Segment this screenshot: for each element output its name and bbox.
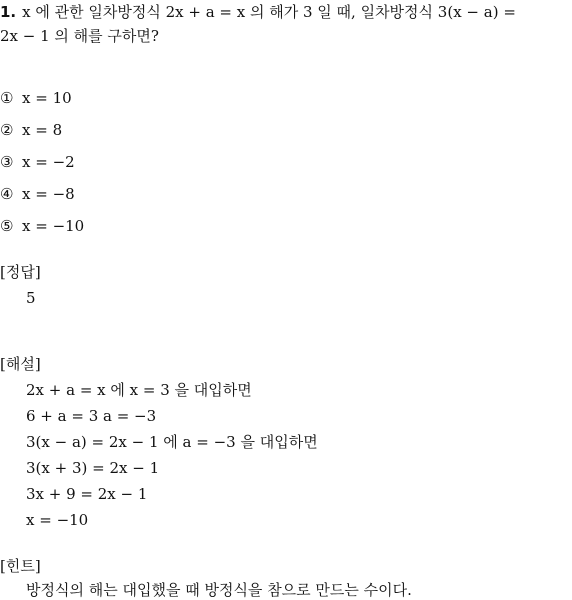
option-text: x = 8 (22, 121, 63, 139)
option-mark: ② (0, 121, 14, 139)
question-line-2: 2x − 1 의 해를 구하면? (0, 27, 159, 45)
explanation-line: 6 + a = 3 a = −3 (26, 407, 157, 425)
explanation-line: 3(x − a) = 2x − 1 에 a = −3 을 대입하면 (26, 433, 318, 451)
option-mark: ① (0, 89, 14, 107)
option-5 (0, 216, 84, 236)
option-text: x = 10 (22, 89, 72, 107)
answer-label: [정답] (0, 263, 41, 281)
option-text: x = −10 (22, 217, 85, 235)
explanation-line: 3(x + 3) = 2x − 1 (26, 459, 160, 477)
option-1 (0, 88, 72, 108)
option-mark: ③ (0, 153, 14, 171)
option-4 (0, 184, 75, 204)
option-text: x = −2 (22, 153, 75, 171)
question-line-1 (0, 2, 572, 22)
option-2 (0, 120, 62, 140)
hint-text: 방정식의 해는 대입했을 때 방정식을 참으로 만드는 수이다. (26, 581, 412, 599)
option-mark: ④ (0, 185, 14, 203)
explanation-label: [해설] (0, 355, 41, 373)
option-text: x = −8 (22, 185, 75, 203)
explanation-line: 2x + a = x 에 x = 3 을 대입하면 (26, 381, 252, 399)
explanation-line: 3x + 9 = 2x − 1 (26, 485, 148, 503)
hint-label: [힌트] (0, 557, 41, 575)
question-number: 1. (0, 3, 17, 21)
answer-value: 5 (26, 289, 36, 307)
question-text-1: x 에 관한 일차방정식 2x + a = x 의 해가 3 일 때, 일차방정식 3(x − a) = (22, 3, 516, 21)
option-mark: ⑤ (0, 217, 14, 235)
option-3 (0, 152, 75, 172)
explanation-line: x = −10 (26, 511, 89, 529)
